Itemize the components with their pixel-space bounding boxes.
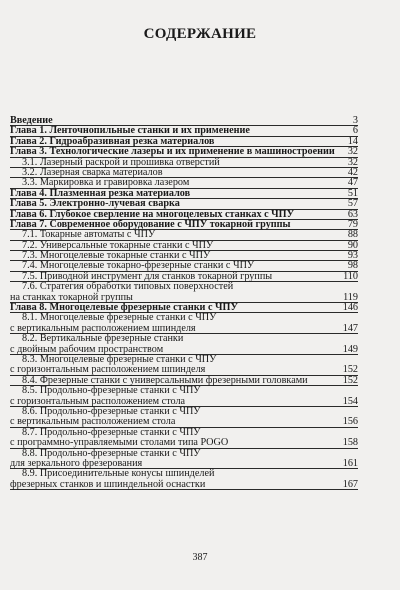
toc-entry-title: 8.8. Продольно-фрезерные станки с ЧПУ	[22, 447, 201, 459]
toc-entry-title: 7.3. Многоцелевые токарные станки с ЧПУ	[22, 250, 211, 262]
toc-entry-page: 110	[343, 270, 358, 282]
toc-entry-title: 8.4. Фрезерные станки с универсальными фрезерными головками	[22, 374, 308, 386]
toc-entry-title: Глава 2. Гидроабразивная резка материалов	[10, 135, 215, 147]
toc-entry-page: 6	[352, 125, 358, 137]
toc-entry-title: 8.9. Присоединительные конусы шпинделей	[22, 468, 215, 480]
page-title: СОДЕРЖАНИЕ	[143, 26, 257, 42]
toc-entry	[10, 147, 358, 157]
toc-entry-page: 147	[342, 322, 358, 334]
toc-entry-page: 152	[342, 374, 358, 386]
toc-entry-title: 7.1. Токарные автоматы с ЧПУ	[22, 229, 156, 241]
toc-entry-page: 161	[342, 457, 358, 469]
toc-entry-title: Введение	[10, 115, 53, 126]
page-number: 387	[192, 552, 208, 563]
toc-entry-title: 8.2. Вертикальные фрезерные станки	[22, 333, 184, 345]
toc-entry-page: 3	[352, 115, 358, 126]
toc-entry-title: 7.5. Приводной инструмент для станков токарной группы	[22, 270, 273, 282]
toc-entry-title: Глава 3. Технологические лазеры и их применение в машиностроении	[10, 146, 335, 158]
toc-entry-title: с вертикальным расположением шпинделя	[10, 322, 196, 334]
toc-entry-title: Глава 8. Многоцелевые фрезерные станки с ЧПУ	[10, 302, 238, 314]
toc-entry	[10, 386, 358, 396]
toc-entry	[10, 199, 358, 209]
toc-entry-page: 57	[347, 198, 358, 210]
toc-entry-page: 88	[347, 229, 358, 241]
toc-entry-title: с вертикальным расположением стола	[10, 416, 176, 428]
toc-entry-title: 3.1. Лазерный раскрой и прошивка отверстий	[22, 156, 220, 168]
toc-entry-page: 154	[342, 395, 358, 407]
toc-entry-title: для зеркального фрезерования	[10, 457, 143, 469]
toc-entry-title: с горизонтальным расположением стола	[10, 395, 186, 407]
toc-entry-title: Глава 5. Электронно-лучевая сварка	[10, 198, 180, 210]
toc-entry-page: 32	[347, 146, 358, 158]
toc-entry-title: 8.7. Продольно-фрезерные станки с ЧПУ	[22, 426, 201, 438]
toc-entry-page: 149	[342, 343, 358, 355]
toc-entry-page: 167	[342, 478, 358, 490]
toc-entry-title: с программно-управляемыми столами типа POGO	[10, 437, 229, 449]
toc-entry-title: 8.5. Продольно-фрезерные станки с ЧПУ	[22, 385, 201, 397]
toc-entry-title: 8.1. Многоцелевые фрезерные станки с ЧПУ	[22, 312, 217, 324]
toc-entry-title: с двойным рабочим пространством	[10, 343, 164, 355]
show-through-text	[0, 0, 400, 26]
table-of-contents	[10, 116, 358, 490]
toc-entry-title: 7.4. Многоцелевые токарно-фрезерные станки с ЧПУ	[22, 260, 255, 272]
toc-entry-title: Глава 7. Современное оборудование с ЧПУ токарной группы	[10, 218, 291, 230]
toc-entry-page: 32	[347, 156, 358, 168]
toc-entry-title: 3.2. Лазерная сварка материалов	[22, 166, 163, 178]
toc-entry-page: 51	[347, 187, 358, 199]
toc-entry-title: на станках токарной группы	[10, 291, 133, 303]
toc-entry-title: фрезерных станков и шпиндельной оснастки	[10, 478, 206, 490]
toc-entry-page: 42	[347, 166, 358, 178]
toc-entry-title: Глава 1. Ленточнопильные станки и их применение	[10, 125, 250, 137]
toc-entry-page: 47	[347, 177, 358, 189]
toc-entry-page: 79	[347, 218, 358, 230]
toc-entry-page: 156	[342, 416, 358, 428]
toc-entry-page: 152	[342, 364, 358, 376]
toc-entry	[10, 480, 358, 490]
toc-entry-title: Глава 4. Плазменная резка материалов	[10, 187, 191, 199]
toc-entry-page: 98	[347, 260, 358, 272]
toc-entry-page: 63	[347, 208, 358, 220]
toc-entry-page: 119	[343, 291, 358, 303]
toc-entry-title: с горизонтальным расположением шпинделя	[10, 364, 206, 376]
toc-entry	[10, 438, 358, 448]
toc-entry-title: 8.6. Продольно-фрезерные станки с ЧПУ	[22, 405, 201, 417]
toc-entry-title: 3.3. Маркировка и гравировка лазером	[22, 177, 190, 189]
toc-entry-title: 8.3. Многоцелевые фрезерные станки с ЧПУ	[22, 353, 217, 365]
toc-entry-title: Глава 6. Глубокое сверление на многоцелевых станках с ЧПУ	[10, 208, 295, 220]
toc-entry-page: 14	[347, 135, 358, 147]
toc-entry-page: 90	[347, 239, 358, 251]
toc-entry-page: 93	[347, 250, 358, 262]
toc-entry-title: 7.2. Универсальные токарные станки с ЧПУ	[22, 239, 214, 251]
toc-entry-title: 7.6. Стратегия обработки типовых поверхностей	[22, 281, 234, 293]
toc-entry-page: 146	[342, 302, 358, 314]
toc-entry-page: 158	[342, 437, 358, 449]
